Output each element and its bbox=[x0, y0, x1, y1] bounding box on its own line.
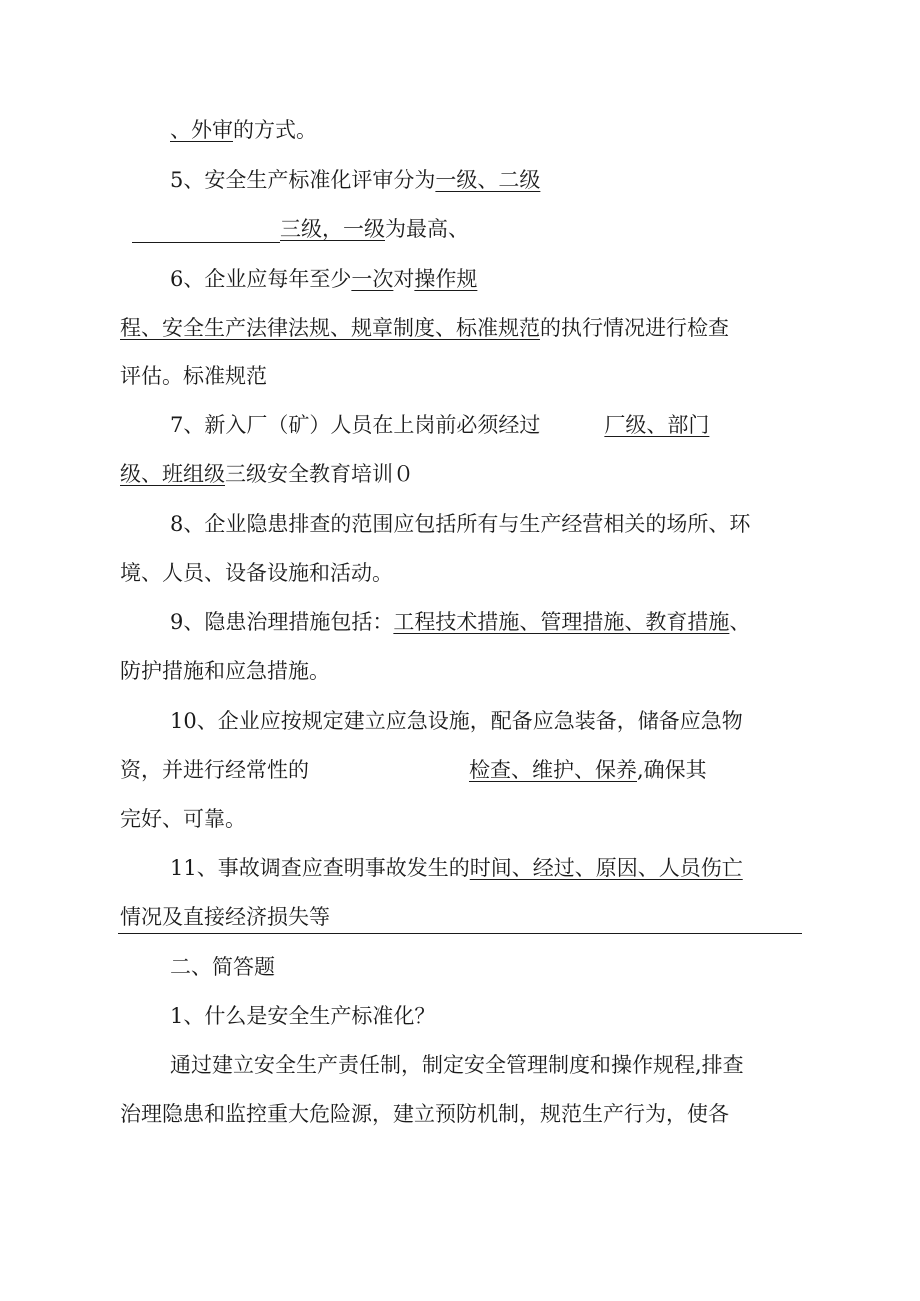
short-answer-question-1: 1、什么是安全生产标准化？ bbox=[170, 1004, 436, 1028]
q5-line-1 bbox=[170, 166, 540, 194]
q10-prompt: 资，并进行经常性的 bbox=[120, 758, 309, 782]
q4-tail-text: 的方式。 bbox=[233, 118, 317, 142]
q10-tail: ,确保其 bbox=[637, 758, 707, 782]
q7-rest: 三级安全教育培训０ bbox=[225, 462, 414, 486]
q5-tail: 为最高、 bbox=[385, 217, 469, 241]
q6-prompt: 6、企业应每年至少 bbox=[170, 267, 352, 291]
q9-line-2: 防护措施和应急措施。 bbox=[120, 659, 330, 683]
q10-answer: 检查、维护、保养 bbox=[469, 758, 637, 782]
q11-prompt: 11、事故调查应查明事故发生的 bbox=[170, 856, 470, 880]
short-answer-text-line-2: 治理隐患和监控重大危险源，建立预防机制，规范生产行为，使各 bbox=[120, 1102, 729, 1126]
q5-line-2 bbox=[132, 215, 469, 243]
q4-tail-line bbox=[170, 116, 317, 144]
q7-answer-2: 级、班组级 bbox=[120, 462, 225, 486]
q7-answer-1: 厂级、部门 bbox=[604, 413, 710, 437]
q9-tail: 、 bbox=[729, 610, 751, 634]
q10-line-1: 10、企业应按规定建立应急设施，配备应急装备，储备应急物 bbox=[170, 709, 743, 733]
q6-line-1 bbox=[170, 265, 477, 293]
q11-answer-underline bbox=[118, 933, 802, 934]
q10-line-3: 完好、可靠。 bbox=[120, 807, 246, 831]
q6-answer-2: 操作规 bbox=[414, 267, 478, 291]
q9-line-1 bbox=[170, 608, 750, 636]
q6-mid: 对 bbox=[393, 267, 415, 291]
q4-answer-underlined: 、外审 bbox=[170, 118, 233, 142]
q5-prompt: 5、安全生产标准化评审分为 bbox=[170, 168, 436, 192]
q9-prompt: 9、隐患治理措施包括： bbox=[170, 610, 394, 634]
q5-answer-2: 三级，一级 bbox=[280, 217, 385, 241]
q6-line-2 bbox=[120, 314, 729, 342]
short-answer-text-line-1: 通过建立安全生产责任制，制定安全管理制度和操作规程,排查 bbox=[170, 1053, 744, 1077]
q7-line-1 bbox=[170, 411, 709, 439]
q5-answer-1: 一级、二级 bbox=[435, 168, 541, 192]
q11-line-2: 情况及直接经济损失等 bbox=[120, 905, 330, 929]
q6-rest: 的执行情况进行检查 bbox=[540, 316, 729, 340]
q6-answer-3: 程、安全生产法律法规、规章制度、标准规范 bbox=[120, 316, 540, 340]
q7-prompt: 7、新入厂（矿）人员在上岗前必须经过 bbox=[170, 413, 541, 437]
q6-answer-1: 一次 bbox=[351, 267, 394, 291]
q8-line-1: 8、企业隐患排查的范围应包括所有与生产经营相关的场所、环 bbox=[170, 512, 751, 536]
q5-blank bbox=[132, 218, 280, 243]
q6-line-3: 评估。标准规范 bbox=[120, 364, 267, 388]
q7-line-2 bbox=[120, 460, 414, 488]
q8-line-2: 境、人员、设备设施和活动。 bbox=[120, 561, 393, 585]
q9-answer: 工程技术措施、管理措施、教育措施 bbox=[393, 610, 730, 634]
q11-line-1 bbox=[170, 854, 743, 882]
q11-answer-1: 时间、经过、原因、人员伤亡 bbox=[469, 856, 743, 880]
q10-line-2 bbox=[120, 756, 707, 784]
section-title: 二、简答题 bbox=[170, 955, 275, 979]
